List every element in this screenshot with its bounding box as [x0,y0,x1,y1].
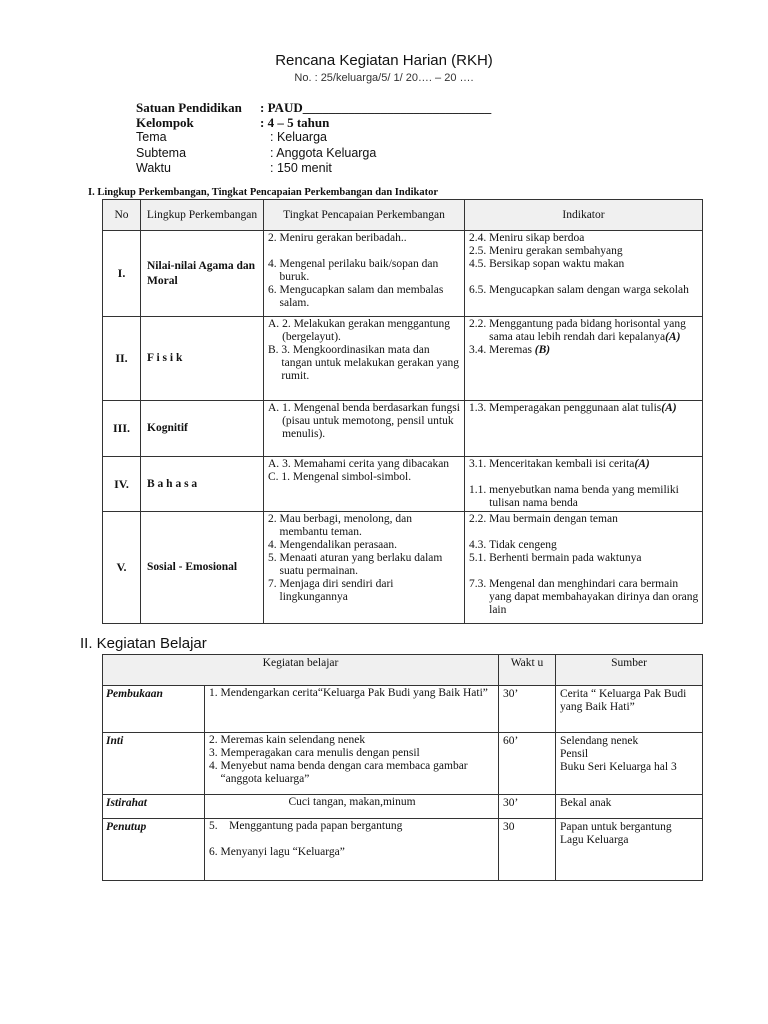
item-text-content: Mengucapkan salam dengan warga sekolah [489,284,689,296]
item-text [281,344,461,383]
tpp-cell [264,317,465,401]
item-code: (A) [661,402,677,414]
item-number: 7.3. [469,578,490,590]
list-item [268,578,461,604]
list-item [268,284,461,310]
table-row [103,512,703,624]
list-item [469,458,699,471]
phase-label: Penutup [103,819,205,881]
source-item: Selendang nenek [560,735,639,747]
item-text-content: Mendengarkan cerita“Keluarga Pak Budi yang Baik Hati” [220,687,488,699]
item-text-content: Menaati aturan yang berlaku dalam suatu permainan. [279,552,443,577]
item-number: 3. [209,747,221,759]
source-cell [556,733,703,795]
item-text-content: Menggantung pada papan bergantung [229,820,403,832]
tpp-cell [264,231,465,317]
item-text [229,820,495,833]
header-lingkup: Lingkup Perkembangan [141,200,264,231]
source-item: Papan untuk bergantung [560,821,672,833]
item-text-content: 1. Mengenal simbol-simbol. [281,471,412,483]
development-table [102,199,703,624]
time-cell: 30’ [499,686,556,733]
development-area: Nilai-nilai Agama dan Moral [141,231,264,317]
item-number: 4. [268,258,280,270]
item-number: 4. [209,760,221,772]
development-area: F i s i k [141,317,264,401]
item-number: A. [268,402,283,414]
time-cell: 60’ [499,733,556,795]
phase-label: Istirahat [103,795,205,819]
list-item [469,578,699,617]
time-cell: 30’ [499,795,556,819]
item-text-content: Meniru gerakan sembahyang [489,245,623,257]
list-item [209,820,495,833]
activity-table [102,654,703,881]
spacer [469,271,699,284]
header-waktu: Wakt u [499,655,556,686]
item-text [282,402,461,441]
list-item [268,344,461,383]
item-text [221,734,496,747]
spacer [469,526,699,539]
document-number: No. : 25/keluarga/5/ 1/ 20…. – 20 …. [294,72,474,84]
item-text [280,258,462,284]
indikator-cell [465,457,703,512]
item-number: 6. [268,284,280,296]
item-text [221,760,496,786]
item-number: A. [268,458,283,470]
item-number: 1. [209,687,221,699]
header-indikator: Indikator [465,200,703,231]
item-text-content: Mengucapkan salam dan membalas salam. [279,284,444,309]
activity-cell [205,795,499,819]
item-text [489,513,699,526]
table-row [103,819,703,881]
item-number: 1.1. [469,484,490,496]
item-text [489,344,699,357]
item-text-content: Bersikap sopan waktu makan [489,258,625,270]
activity-text: Cuci tangan, makan,minum [288,796,416,808]
time-cell: 30 [499,819,556,881]
item-text-content: Menjaga diri sendiri dari lingkungannya [279,578,394,603]
spacer [209,833,495,846]
info-label: Kelompok [136,115,194,130]
item-text-content: 3. Memahami cerita yang dibacakan [282,458,450,470]
item-text [221,747,496,760]
item-text [489,258,699,271]
list-item [268,552,461,578]
spacer [469,471,699,484]
header-tpp: Tingkat Pencapaian Perkembangan [264,200,465,231]
item-number: 4.5. [469,258,490,270]
table-row [103,231,703,317]
table-row [103,686,703,733]
section-1-title: I. Lingkup Perkembangan, Tingkat Pencapaian Perkembangan dan Indikator [88,187,438,198]
item-text-content: Meremas kain selendang nenek [220,734,366,746]
item-number: C. [268,471,282,483]
item-number: 2.2. [469,513,490,525]
header-kegiatan: Kegiatan belajar [103,655,499,686]
info-value: : 4 – 5 tahun [260,115,330,130]
item-text-content: Meniru gerakan beribadah.. [279,232,407,244]
row-number: I. [103,231,141,317]
item-text-content: 3. Mengkoordinasikan mata dan tangan untuk melakukan gerakan yang rumit. [281,344,459,382]
source-item: Buku Seri Keluarga hal 3 [560,761,677,773]
list-item [268,513,461,539]
item-text [221,687,496,700]
list-item [469,513,699,526]
development-area: Kognitif [141,401,264,457]
list-item [209,760,495,786]
item-text [489,578,699,617]
list-item [469,245,699,258]
item-text [280,539,462,552]
page-title: Rencana Kegiatan Harian (RKH) [275,52,493,69]
table-row [103,733,703,795]
item-number: 2.4. [469,232,490,244]
indikator-cell [465,401,703,457]
list-item [268,232,461,245]
item-number: 3.1. [469,458,490,470]
item-number: A. [268,318,283,330]
list-item [469,344,699,357]
indikator-cell [465,231,703,317]
list-item [469,539,699,552]
list-item [268,539,461,552]
item-number: 4.3. [469,539,490,551]
item-number: B. [268,344,282,356]
item-text [489,552,699,565]
activity-cell [205,733,499,795]
list-item [469,318,699,344]
item-text-content: Berhenti bermain pada waktunya [489,552,642,564]
item-text [489,539,699,552]
info-value: : 150 menit [270,161,332,175]
info-value: : PAUD_____________________________ [260,100,492,115]
item-code: (A) [665,331,681,343]
spacer [469,565,699,578]
list-item [268,471,461,484]
tpp-cell [264,457,465,512]
item-number: 7. [268,578,280,590]
row-number: II. [103,317,141,401]
list-item [469,284,699,297]
item-number: 2. [209,734,221,746]
item-text [489,318,699,344]
development-area: B a h a s a [141,457,264,512]
list-item [469,402,699,415]
phase-label: Inti [103,733,205,795]
item-number: 2. [268,232,280,244]
item-text [221,846,496,859]
item-text [280,232,462,245]
row-number: IV. [103,457,141,512]
list-item [209,846,495,859]
phase-label: Pembukaan [103,686,205,733]
source-item: Lagu Keluarga [560,834,629,846]
row-number: V. [103,512,141,624]
source-cell [556,819,703,881]
item-text [282,318,461,344]
list-item [268,318,461,344]
item-text [282,458,461,471]
item-text-content: Mau berbagi, menolong, dan membantu teman. [279,513,413,538]
info-label: Satuan Pendidikan [136,100,242,115]
item-text-content: Mengendalikan perasaan. [279,539,398,551]
item-text [489,245,699,258]
item-text [280,513,462,539]
list-item [268,458,461,471]
item-number: 5. [209,820,230,832]
info-value: : Keluarga [270,130,327,144]
table-row [103,317,703,401]
item-text-content: Mau bermain dengan teman [489,513,618,525]
item-text [489,284,699,297]
list-item [209,747,495,760]
item-text [281,471,461,484]
item-text-content: Meremas [489,344,535,356]
item-code: (A) [634,458,650,470]
item-text-content: Memperagakan cara menulis dengan pensil [220,747,420,759]
source-item: Bekal anak [560,797,612,809]
source-cell [556,795,703,819]
item-text-content: Menceritakan kembali isi cerita [489,458,635,470]
item-code: (B) [534,344,551,356]
list-item [469,552,699,565]
item-text-content: menyebutkan nama benda yang memiliki tulisan nama benda [489,484,679,509]
item-number: 5. [268,552,280,564]
activity-cell [205,686,499,733]
item-number: 2. [268,513,280,525]
info-label: Subtema [136,146,187,160]
item-text [280,284,462,310]
source-item: Cerita “ Keluarga Pak Budi yang Baik Hati” [560,688,687,713]
item-text-content: Menggantung pada bidang horisontal yang sama atau lebih rendah dari kepalanya [489,318,686,343]
header-no: No [103,200,141,231]
list-item [469,232,699,245]
item-number: 6.5. [469,284,490,296]
item-text-content: Mengenal perilaku baik/sopan dan buruk. [279,258,439,283]
list-item [268,258,461,284]
info-label: Tema [136,130,167,144]
list-item [469,258,699,271]
item-number: 2.5. [469,245,490,257]
table-row [103,795,703,819]
indikator-cell [465,317,703,401]
item-number: 4. [268,539,280,551]
spacer [268,245,461,258]
item-number: 2.2. [469,318,490,330]
table-row [103,401,703,457]
item-number: 5.1. [469,552,490,564]
item-number: 6. [209,846,221,858]
info-value: : Anggota Keluarga [270,146,377,160]
item-text [489,458,699,471]
item-text-content: Meniru sikap berdoa [489,232,585,244]
item-text-content: Menyanyi lagu “Keluarga” [220,846,345,858]
header-sumber: Sumber [556,655,703,686]
item-text-content: 2. Melakukan gerakan menggantung (bergelayut). [282,318,451,343]
section-2-title: II. Kegiatan Belajar [80,635,207,652]
list-item [209,734,495,747]
item-text [280,578,462,604]
item-text-content: 1. Mengenal benda berdasarkan fungsi (pisau untuk memotong, pensil untuk menulis). [282,402,460,440]
item-text-content: Mengenal dan menghindari cara bermain yang dapat membahayakan dirinya dan orang lain [489,578,699,616]
item-text [489,484,699,510]
item-number: 1.3. [469,402,490,414]
activity-cell [205,819,499,881]
source-cell [556,686,703,733]
item-text [489,232,699,245]
row-number: III. [103,401,141,457]
item-text [489,402,699,415]
table-row [103,457,703,512]
item-text-content: Tidak cengeng [489,539,557,551]
list-item [469,484,699,510]
tpp-cell [264,401,465,457]
item-text-content: Memperagakan penggunaan alat tulis [489,402,662,414]
source-item: Pensil [560,748,589,760]
item-text [280,552,462,578]
item-number: 3.4. [469,344,490,356]
info-label: Waktu [136,161,171,175]
item-text-content: Menyebut nama benda dengan cara membaca gambar “anggota keluarga” [220,760,468,785]
list-item [268,402,461,441]
indikator-cell [465,512,703,624]
list-item [209,687,495,700]
tpp-cell [264,512,465,624]
development-area: Sosial - Emosional [141,512,264,624]
